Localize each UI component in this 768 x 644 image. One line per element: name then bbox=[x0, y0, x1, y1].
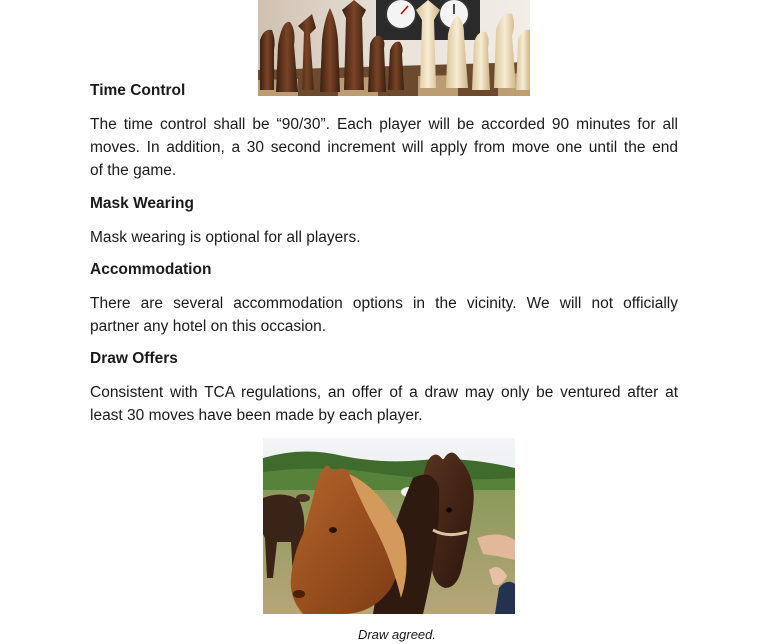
text-line: moves. In addition, a 30 second increment will apply from move one until the end bbox=[90, 139, 678, 156]
text-line: of the game. bbox=[90, 162, 177, 179]
text-line: The time control shall be “90/30”. Each player will be accorded 90 minutes for all bbox=[90, 116, 678, 133]
section-body-draw-offers bbox=[90, 381, 678, 427]
text-line: least 30 moves have been made by each player. bbox=[90, 407, 423, 424]
horses-photo bbox=[263, 438, 515, 614]
section-heading-time-control: Time Control bbox=[90, 82, 186, 99]
text-line: Consistent with TCA regulations, an offer of a draw may only be ventured after at bbox=[90, 384, 678, 401]
section-body-mask-wearing bbox=[90, 226, 678, 249]
chess-pieces-photo bbox=[258, 0, 530, 96]
section-body-time-control bbox=[90, 113, 678, 182]
section-body-accommodation bbox=[90, 292, 678, 338]
text-line: There are several accommodation options in the vicinity. We will not officially bbox=[90, 295, 678, 312]
figure-caption: Draw agreed. bbox=[357, 627, 437, 642]
section-heading-draw-offers: Draw Offers bbox=[90, 350, 178, 367]
text-line: partner any hotel on this occasion. bbox=[90, 318, 327, 335]
section-heading-accommodation: Accommodation bbox=[90, 261, 212, 278]
section-heading-mask-wearing: Mask Wearing bbox=[90, 195, 194, 212]
text-line: Mask wearing is optional for all players. bbox=[90, 229, 361, 246]
